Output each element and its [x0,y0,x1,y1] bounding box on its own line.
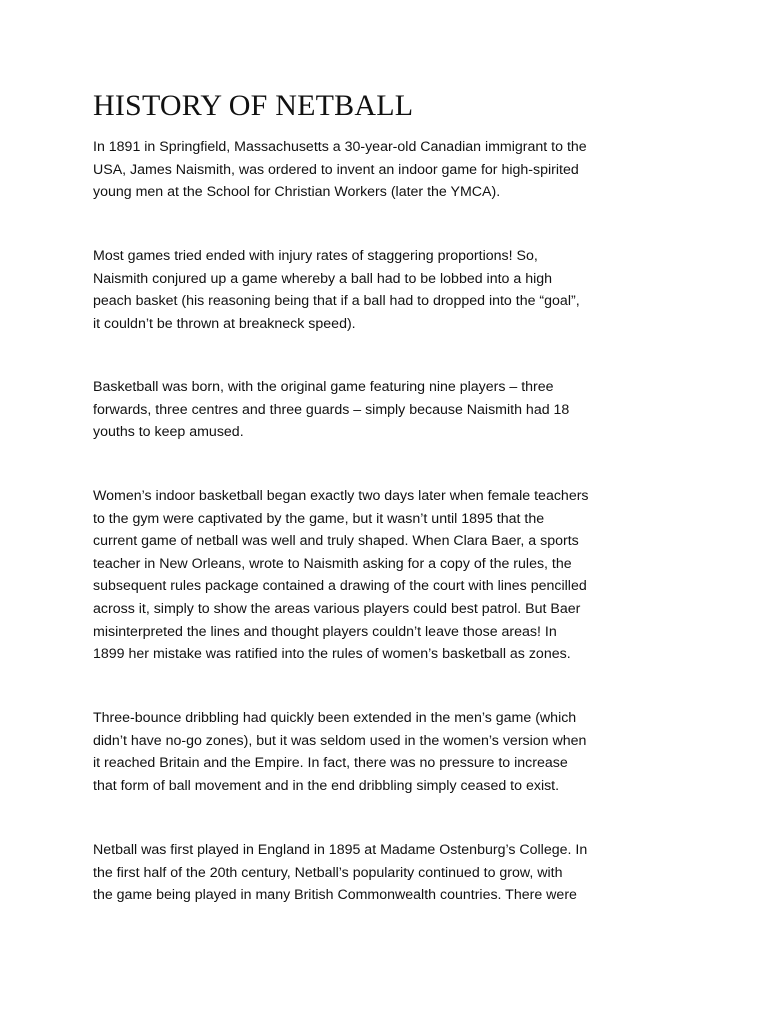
paragraph-peach-basket [93,245,693,335]
paragraph-line: the first half of the 20th century, Netball’s popularity continued to grow, with [93,864,563,881]
paragraph-line: young men at the School for Christian Workers (later the YMCA). [93,184,501,201]
paragraph-line: 1899 her mistake was ratified into the rules of women’s basketball as zones. [93,646,571,663]
paragraph-line: subsequent rules package contained a drawing of the court with lines pencilled [93,578,587,595]
paragraph-womens-basketball [93,485,693,666]
paragraph-line: that form of ball movement and in the end dribbling simply ceased to exist. [93,777,560,794]
paragraph-england [93,839,693,907]
paragraph-line: youths to keep amused. [93,424,244,441]
paragraph-dribbling [93,707,693,797]
paragraph-line: to the gym were captivated by the game, but it wasn’t until 1895 that the [93,510,545,527]
paragraph-line: In 1891 in Springfield, Massachusetts a 30-year-old Canadian immigrant to the [93,139,587,155]
paragraph-line: it reached Britain and the Empire. In fact, there was no pressure to increase [93,755,568,772]
paragraph-basketball-born [93,376,693,444]
paragraph-line: Most games tried ended with injury rates of staggering proportions! So, [93,248,538,264]
paragraph-line: Naismith conjured up a game whereby a ball had to be lobbed into a high [93,270,553,287]
paragraph-line: across it, simply to show the areas various players could best patrol. But Baer [93,600,581,617]
document-title: HISTORY OF NETBALL [93,89,414,122]
paragraph-line: the game being played in many British Commonwealth countries. There were [93,887,577,904]
paragraph-line: current game of netball was well and truly shaped. When Clara Baer, a sports [93,533,579,550]
paragraph-origin [93,136,693,204]
paragraph-line: USA, James Naismith, was ordered to invent an indoor game for high-spirited [93,161,579,178]
paragraph-line: it couldn’t be thrown at breakneck speed). [93,315,356,332]
paragraph-line: Netball was first played in England in 1895 at Madame Ostenburg’s College. In [93,842,588,858]
paragraph-line: peach basket (his reasoning being that if a ball had to dropped into the “goal”, [93,293,580,310]
paragraph-line: Basketball was born, with the original game featuring nine players – three [93,379,554,395]
paragraph-line: teacher in New Orleans, wrote to Naismith asking for a copy of the rules, the [93,555,572,572]
paragraph-line: forwards, three centres and three guards – simply because Naismith had 18 [93,401,570,418]
paragraph-line: didn’t have no-go zones), but it was seldom used in the women’s version when [93,732,587,749]
paragraph-line: Women’s indoor basketball began exactly two days later when female teachers [93,488,589,504]
paragraph-line: misinterpreted the lines and thought players couldn’t leave those areas! In [93,623,557,640]
paragraph-line: Three-bounce dribbling had quickly been extended in the men’s game (which [93,710,577,726]
